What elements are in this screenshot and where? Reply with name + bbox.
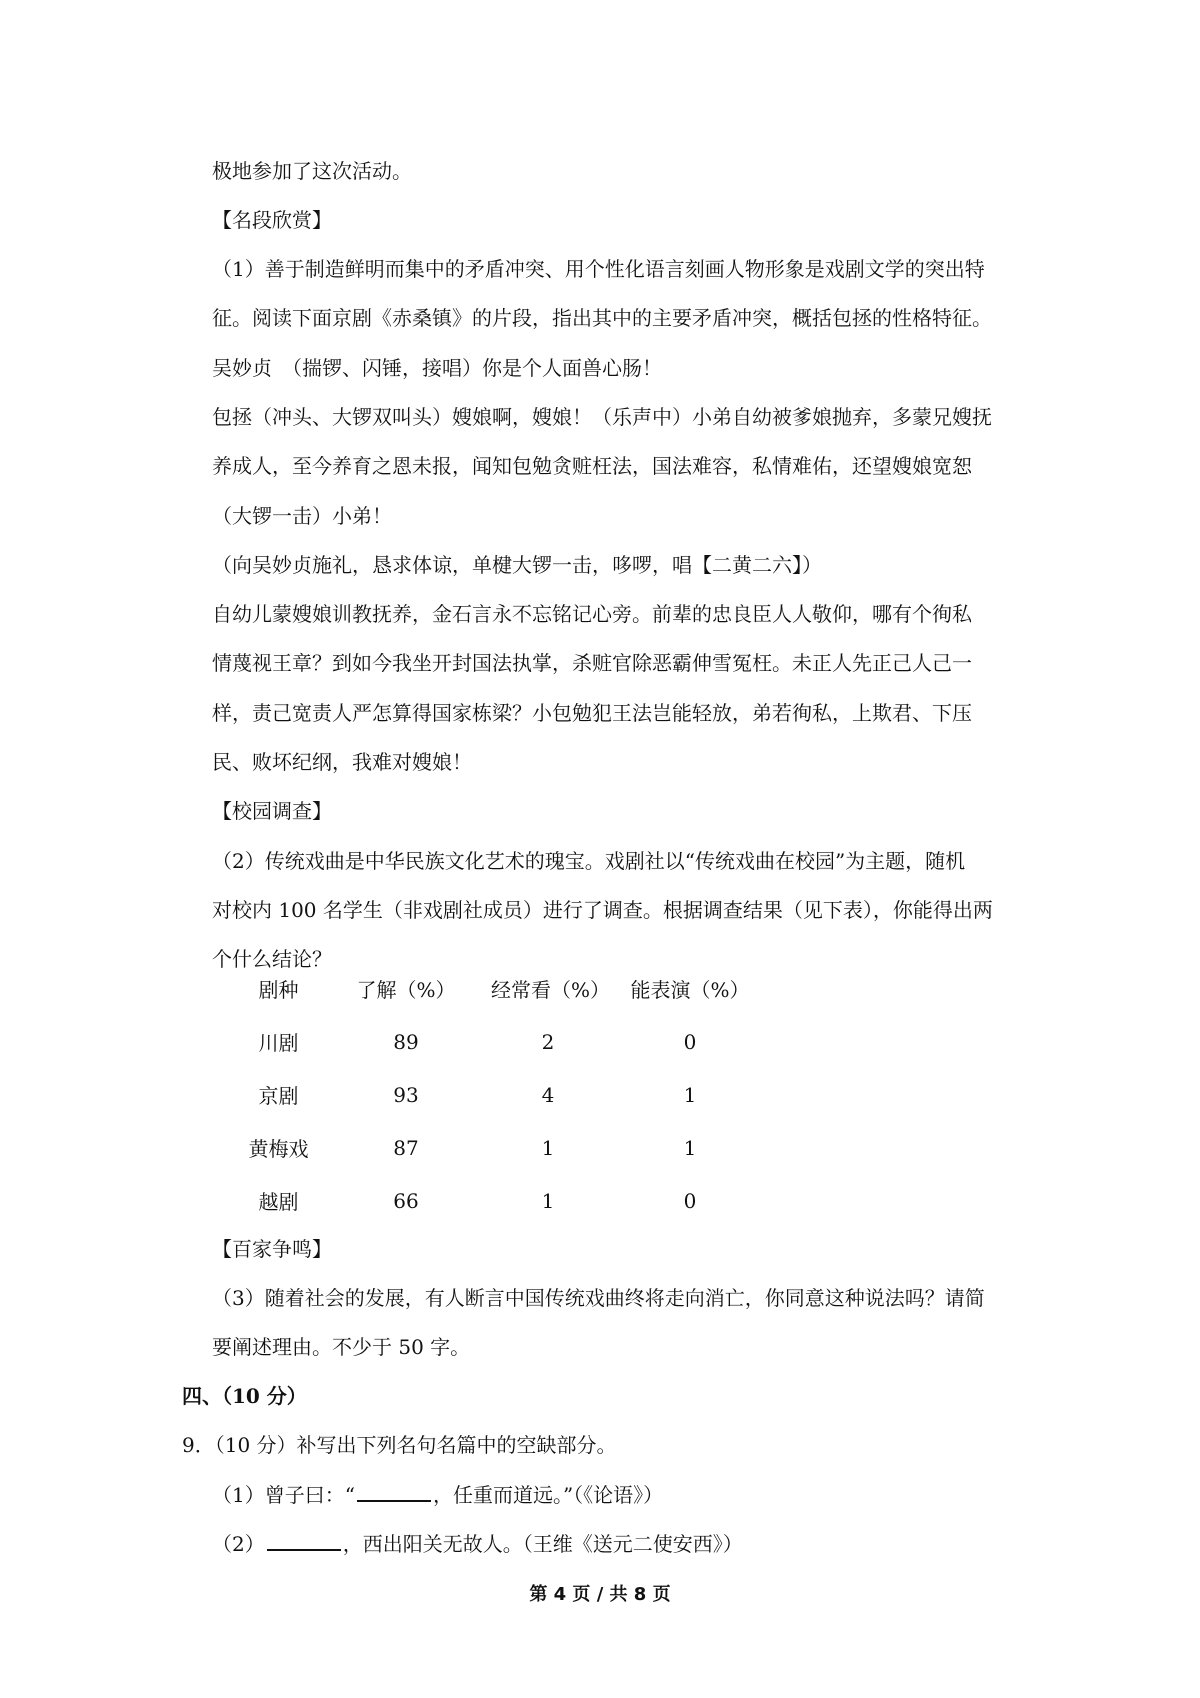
section-heading-famous-passage: 【名段欣赏】 [212,208,332,232]
question-9: 9．（10 分）补写出下列名句名篇中的空缺部分。 [182,1433,617,1457]
text-line: （2）传统戏曲是中华民族文化艺术的瑰宝。戏剧社以“传统戏曲在校园”为主题，随机 [212,849,966,873]
item-prefix: （1）曾子曰：“ [212,1483,355,1507]
table-cell: 89 [393,1029,419,1054]
item-suffix: ，任重而道远。”（《论语》） [432,1483,664,1507]
text-line: 情蔑视王章？到如今我坐开封国法执掌，杀赃官除恶霸伸雪冤枉。未正人先正己人己一 [212,651,972,675]
survey-table [236,962,775,1227]
table-header: 经常看（%） [491,978,611,1002]
text-line: 养成人，至今养育之恩未报，闻知包勉贪赃枉法，国法难容，私情难佑，还望嫂娘宽恕 [212,454,972,478]
section-heading-campus-survey: 【校园调查】 [212,799,332,823]
table-cell: 京剧 [258,1084,299,1108]
text-line: （大锣一击）小弟！ [212,504,392,528]
table-cell: 93 [393,1082,419,1107]
table-cell: 2 [541,1029,555,1054]
fill-blank-item-1 [212,1480,1032,1510]
table-row [236,1068,775,1121]
section-title: 四、（10 分） [182,1384,307,1408]
text-line: 个什么结论？ [212,947,332,971]
text-line: （向吴妙贞施礼，恳求体谅，单楗大锣一击，哆啰，唱【二黄二六】） [212,553,822,577]
item-prefix: （2） [212,1532,265,1556]
table-cell: 1 [541,1135,555,1160]
table-cell: 1 [683,1135,697,1160]
table-cell: 黄梅戏 [248,1137,309,1161]
text-line: 样，责己宽责人严怎算得国家栋梁？小包勉犯王法岂能轻放，弟若徇私，上欺君、下压 [212,701,972,725]
table-header: 剧种 [258,978,299,1002]
table-header: 了解（%） [356,978,456,1002]
table-row [236,1174,775,1227]
text-line: （3）随着社会的发展，有人断言中国传统戏曲终将走向消亡，你同意这种说法吗？请简 [212,1286,985,1310]
text-line: 自幼儿蒙嫂娘训教抚养，金石言永不忘铭记心旁。前辈的忠良臣人人敬仰，哪有个徇私 [212,602,972,626]
table-cell: 87 [393,1135,419,1160]
text-line: 征。阅读下面京剧《赤桑镇》的片段，指出其中的主要矛盾冲突，概括包拯的性格特征。 [212,306,992,330]
text-line: 民、败坏纪纲，我难对嫂娘！ [212,750,472,774]
section-heading-debate: 【百家争鸣】 [212,1237,332,1261]
text-line: 对校内 100 名学生（非戏剧社成员）进行了调查。根据调查结果（见下表），你能得出两 [212,898,993,922]
answer-blank[interactable] [267,1529,341,1551]
table-cell: 川剧 [258,1031,299,1055]
table-header-row [236,962,775,1015]
fill-blank-item-2 [212,1529,1032,1559]
table-header: 能表演（%） [630,978,750,1002]
table-cell: 1 [541,1188,555,1213]
text-line: （1）善于制造鲜明而集中的矛盾冲突、用个性化语言刻画人物形象是戏剧文学的突出特 [212,257,985,281]
text-line: 包拯（冲头、大锣双叫头）嫂娘啊，嫂娘！（乐声中）小弟自幼被爹娘抛弃，多蒙兄嫂抚 [212,405,992,429]
table-cell: 0 [683,1029,697,1054]
page-footer: 第 4 页 / 共 8 页 [529,1584,671,1605]
item-suffix: ，西出阳关无故人。（王维《送元二使安西》） [342,1532,743,1556]
answer-blank[interactable] [357,1480,431,1502]
text-line: 吴妙贞 （揣锣、闪锤，接唱）你是个人面兽心肠！ [212,356,662,380]
text-line: 要阐述理由。不少于 50 字。 [212,1335,471,1359]
table-row [236,1015,775,1068]
table-row [236,1121,775,1174]
table-cell: 越剧 [258,1190,299,1214]
table-cell: 1 [683,1082,697,1107]
table-cell: 0 [683,1188,697,1213]
table-cell: 66 [393,1188,419,1213]
table-cell: 4 [541,1082,555,1107]
text-line: 极地参加了这次活动。 [212,159,412,183]
